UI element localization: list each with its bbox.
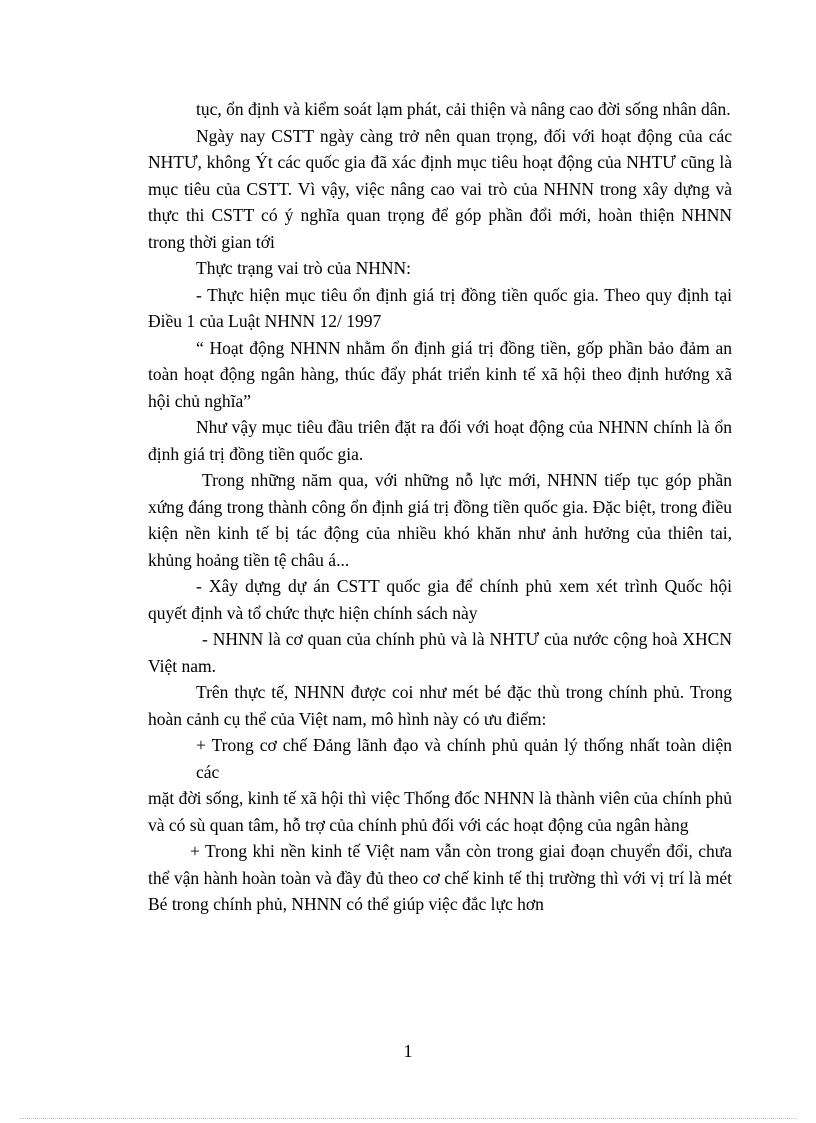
paragraph-7: Trong những năm qua, với những nỗ lực mới, NHNN tiếp tục góp phần xứng đáng trong thành công ổn định giá trị đồng tiền quốc gia. Đặc biệt, trong điều kiện nền kinh tế bị tác động của nhiều khó khăn như ảnh hưởng của thiên tai, khủng hoảng tiền tệ châu á... <box>148 470 732 570</box>
paragraph-10: Trên thực tế, NHNN được coi như mét bé đặc thù trong chính phủ. Trong hoàn cảnh cụ thể của Việt nam, mô hình này có ưu điểm: <box>148 682 732 729</box>
paragraph-8: - Xây dựng dự án CSTT quốc gia để chính phủ xem xét trình Quốc hội quyết định và tổ chức thực hiện chính sách này <box>148 576 732 623</box>
document-body <box>148 96 732 918</box>
paragraph-3: Thực trạng vai trò của NHNN: <box>196 258 412 278</box>
paragraph-4: - Thực hiện mục tiêu ổn định giá trị đồng tiền quốc gia. Theo quy định tại Điều 1 của Luật NHNN 12/ 1997 <box>148 284 732 331</box>
paragraph-13-bullet: + Trong khi nền kinh tế Việt nam vẫn còn trong giai đoạn chuyển đổi, chưa thể vận hành hoàn toàn và đầy đủ theo cơ chế kinh tế thị trường thì với vị trí là mét Bé trong chính phủ, NHNN có thể giúp việc đắc lực hơn <box>148 841 732 914</box>
page-number: 1 <box>403 1041 413 1061</box>
paragraph-6: Như vậy mục tiêu đầu triên đặt ra đối với hoạt động của NHNN chính là ổn định giá trị đồng tiền quốc gia. <box>148 417 732 464</box>
paragraph-5-quote: “ Hoạt động NHNN nhằm ổn định giá trị đồng tiền, gốp phần bảo đảm an toàn hoạt động ngân hàng, thúc đẩy phát triển kinh tế xã hội theo định hướng xã hội chủ nghĩa” <box>148 337 732 411</box>
paragraph-2: Ngày nay CSTT ngày càng trở nên quan trọng, đối với hoạt động của các NHTƯ, không Ýt các quốc gia đã xác định mục tiêu hoạt động của NHTƯ cũng là mục tiêu của CSTT. Vì vậy, việc nâng cao vai trò của NHNN trong xây dựng và thực thi CSTT có ý nghĩa quan trọng để góp phần đổi mới, hoàn thiện NHNN trong thời gian tới <box>148 125 732 252</box>
page-bottom-divider <box>20 1118 796 1119</box>
paragraph-12-continuation: mặt đời sống, kinh tế xã hội thì việc Thống đốc NHNN là thành viên của chính phủ và có sù quan tâm, hỗ trợ của chính phủ đối với các hoạt động của ngân hàng <box>148 788 732 835</box>
paragraph-9: - NHNN là cơ quan của chính phủ và là NHTƯ của nước cộng hoà XHCN Việt nam. <box>148 629 732 676</box>
paragraph-1: tục, ổn định và kiểm soát lạm phát, cải thiện và nâng cao đời sống nhân dân. <box>196 99 731 119</box>
paragraph-11-bullet: + Trong cơ chế Đảng lãnh đạo và chính phủ quản lý thống nhất toàn diện các <box>196 735 732 782</box>
